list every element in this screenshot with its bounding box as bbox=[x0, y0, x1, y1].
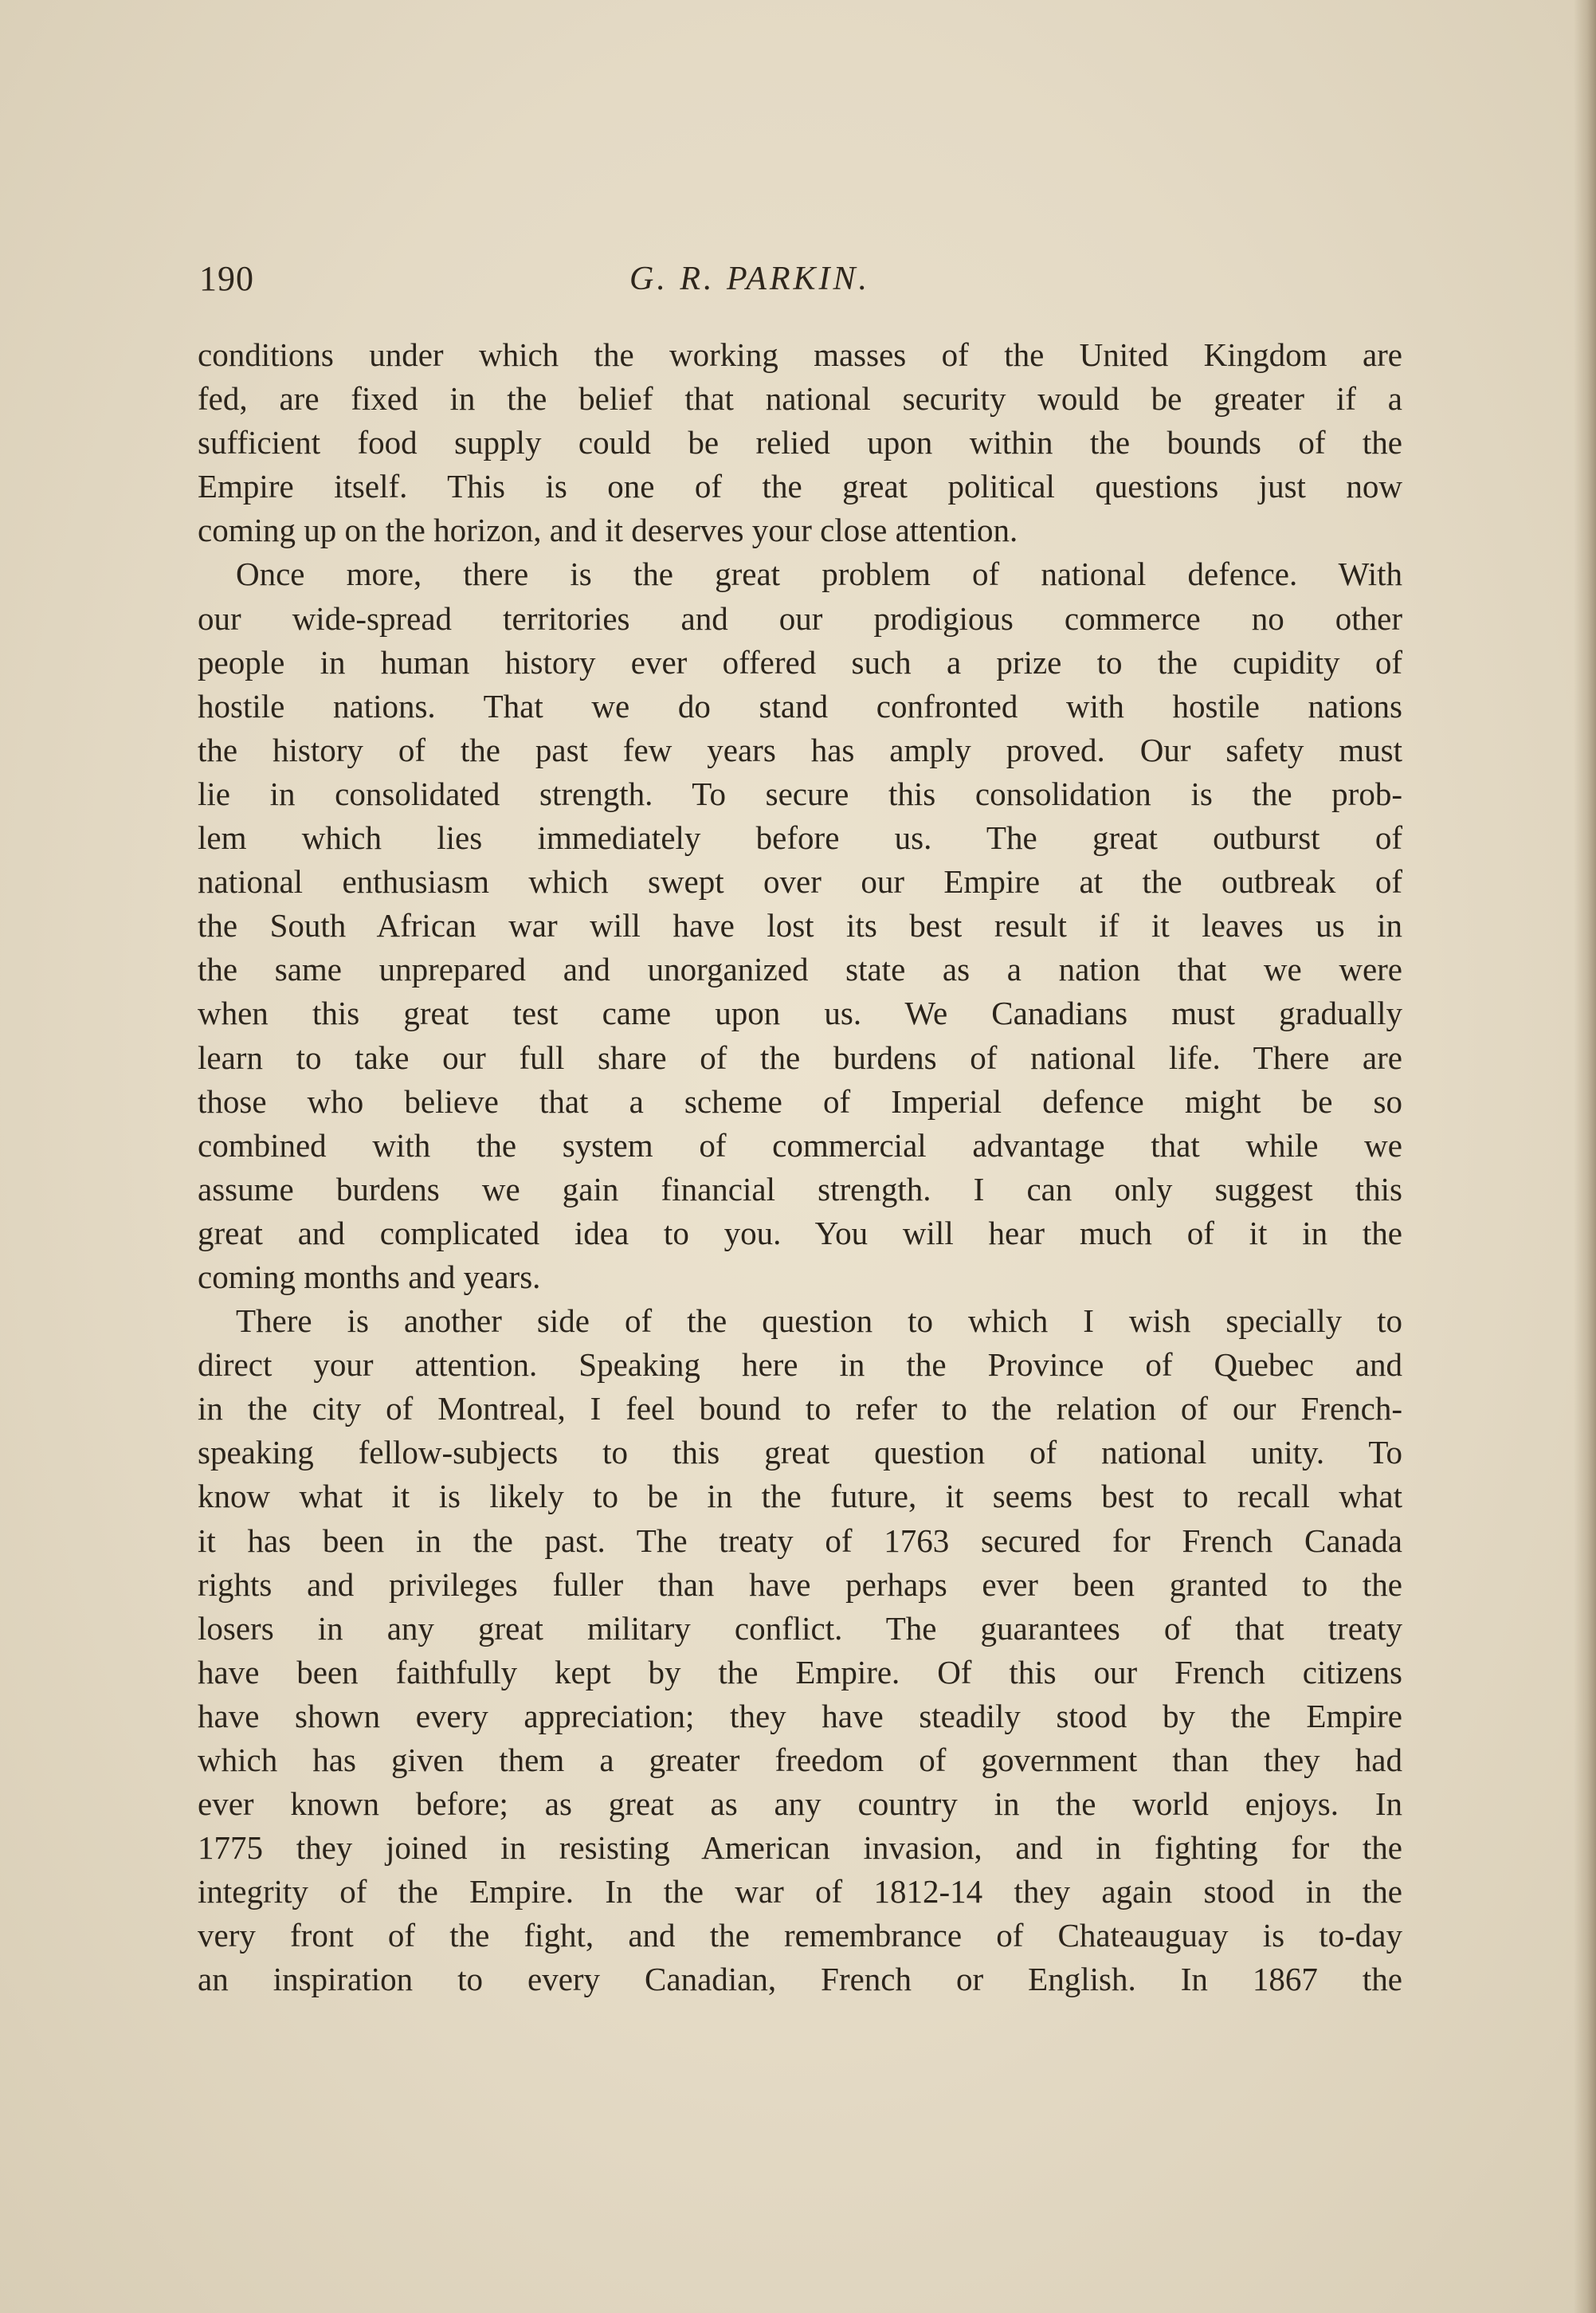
running-title: G. R. PARKIN. bbox=[629, 261, 871, 297]
text-line: have shown every appreciation; they have steadily stood by the Empire bbox=[198, 1697, 1402, 1734]
text-line: those who believe that a scheme of Imperial defence might be so bbox=[198, 1082, 1402, 1120]
running-header bbox=[199, 253, 1402, 304]
text-line: it has been in the past. The treaty of 1763 secured for French Canada bbox=[198, 1522, 1402, 1559]
paragraph-1 bbox=[198, 333, 1402, 552]
text-line: Empire itself. This is one of the great political questions just now bbox=[198, 468, 1402, 505]
text-line: There is another side of the question to which I wish specially to bbox=[236, 1302, 1402, 1340]
text-line: know what it is likely to be in the future, it seems best to recall what bbox=[198, 1478, 1402, 1515]
text-line: Once more, there is the great problem of national defence. With bbox=[236, 556, 1402, 593]
text-line: integrity of the Empire. In the war of 1812-14 they again stood in the bbox=[198, 1873, 1402, 1910]
text-line: learn to take our full share of the burdens of national life. There are bbox=[198, 1039, 1402, 1076]
text-line: our wide-spread territories and our prodigious commerce no other bbox=[198, 599, 1402, 637]
text-line: the South African war will have lost its best result if it leaves us in bbox=[198, 907, 1402, 944]
text-line: sufficient food supply could be relied upon within the bounds of the bbox=[198, 424, 1402, 461]
text-line: have been faithfully kept by the Empire. Of this our French citizens bbox=[198, 1653, 1402, 1691]
text-line: ever known before; as great as any country in the world enjoys. In bbox=[198, 1785, 1402, 1823]
text-line: hostile nations. That we do stand confronted with hostile nations bbox=[198, 687, 1402, 725]
text-line: the same unprepared and unorganized state as a nation that we were bbox=[198, 951, 1402, 988]
text-line: lem which lies immediately before us. The great outburst of bbox=[198, 819, 1402, 857]
text-line: when this great test came upon us. We Canadians must gradually bbox=[198, 995, 1402, 1032]
text-line: speaking fellow-subjects to this great question of national unity. To bbox=[198, 1434, 1402, 1471]
text-line: combined with the system of commercial advantage that while we bbox=[198, 1126, 1402, 1164]
text-line: in the city of Montreal, I feel bound to refer to the relation of our French- bbox=[198, 1390, 1402, 1427]
text-line: coming up on the horizon, and it deserves your close attention. bbox=[198, 512, 1018, 549]
text-line: fed, are fixed in the belief that national security would be greater if a bbox=[198, 380, 1402, 418]
text-line: national enthusiasm which swept over our Empire at the outbreak of bbox=[198, 863, 1402, 901]
text-line: lie in consolidated strength. To secure this consolidation is the prob- bbox=[198, 775, 1402, 812]
text-line: 1775 they joined in resisting American invasion, and in fighting for the bbox=[198, 1829, 1402, 1867]
text-line: assume burdens we gain financial strength. I can only suggest this bbox=[198, 1170, 1402, 1208]
text-line: great and complicated idea to you. You will hear much of it in the bbox=[198, 1214, 1402, 1251]
text-line: rights and privileges fuller than have perhaps ever been granted to the bbox=[198, 1565, 1402, 1603]
text-line: direct your attention. Speaking here in the Province of Quebec and bbox=[198, 1346, 1402, 1384]
paragraph-2 bbox=[198, 552, 1402, 1299]
text-line: conditions under which the working masses of the United Kingdom are bbox=[198, 336, 1402, 373]
text-line: which has given them a greater freedom of government than they had bbox=[198, 1742, 1402, 1778]
text-line: the history of the past few years has amply proved. Our safety must bbox=[198, 731, 1402, 768]
text-line: people in human history ever offered such a prize to the cupidity of bbox=[198, 643, 1402, 681]
body-text bbox=[198, 333, 1402, 2002]
page-number: 190 bbox=[199, 259, 254, 298]
text-line: losers in any great military conflict. The guarantees of that treaty bbox=[198, 1609, 1402, 1647]
paragraph-3 bbox=[198, 1299, 1402, 2002]
text-line: very front of the fight, and the remembrance of Chateauguay is to-day bbox=[198, 1917, 1402, 1954]
text-line: coming months and years. bbox=[198, 1258, 541, 1295]
text-line: an inspiration to every Canadian, French or English. In 1867 the bbox=[198, 1961, 1402, 1998]
page-edge-shadow bbox=[1574, 0, 1596, 2313]
